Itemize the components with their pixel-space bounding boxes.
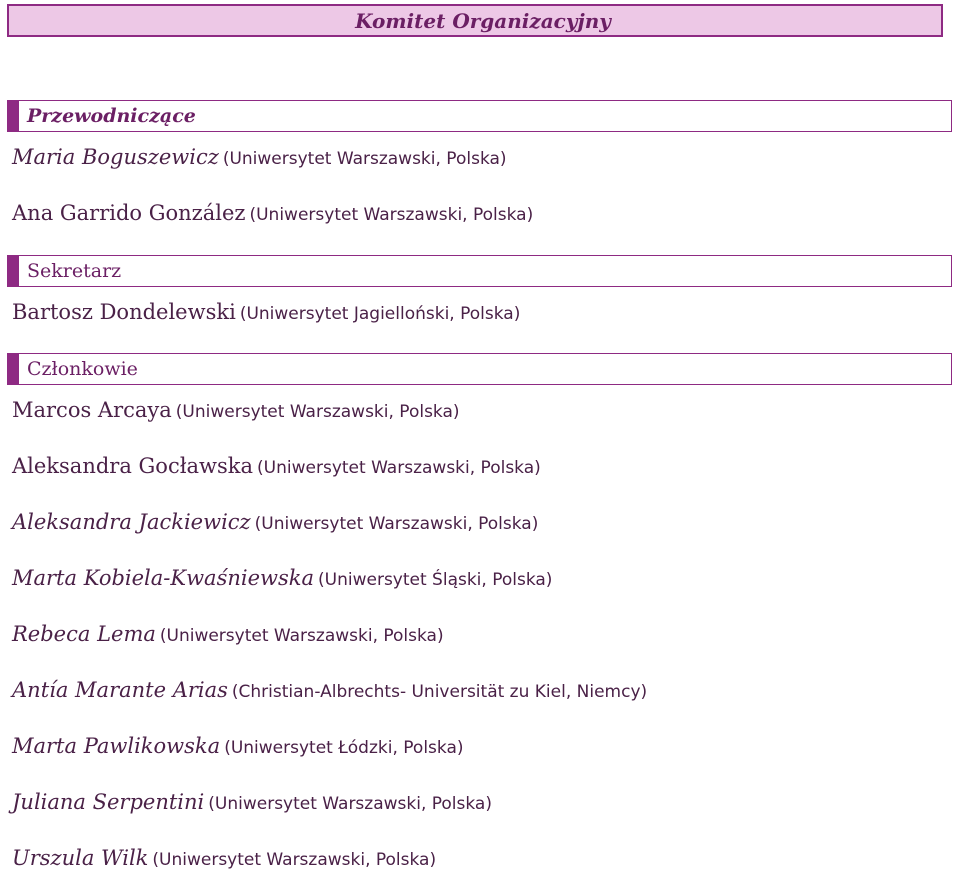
person-affiliation: (Uniwersytet Warszawski, Polska) <box>159 626 444 646</box>
list-item <box>12 400 460 421</box>
person-name: Antía Marante Arias <box>12 678 228 702</box>
person-affiliation: (Uniwersytet Śląski, Polska) <box>318 570 553 590</box>
person-name: Rebeca Lema <box>12 622 156 646</box>
list-item <box>12 624 444 645</box>
list-item <box>12 147 507 168</box>
list-item <box>12 568 552 589</box>
list-item <box>12 848 436 869</box>
committee-title: Komitet Organizacyjny <box>355 8 611 33</box>
person-affiliation: (Uniwersytet Warszawski, Polska) <box>249 205 534 225</box>
person-name: Aleksandra Gocławska <box>12 454 254 478</box>
person-name: Bartosz Dondelewski <box>12 300 236 324</box>
person-name: Ana Garrido González <box>12 201 246 225</box>
person-name: Marta Pawlikowska <box>12 734 221 758</box>
list-item <box>12 736 464 757</box>
list-item <box>12 456 541 477</box>
section-title: Przewodniczące <box>27 105 196 127</box>
person-affiliation: (Uniwersytet Łódzki, Polska) <box>224 738 464 758</box>
committee-title-bar <box>7 4 943 37</box>
person-affiliation: (Uniwersytet Warszawski, Polska) <box>257 458 541 478</box>
list-item <box>12 512 538 533</box>
person-name: Marta Kobiela-Kwaśniewska <box>12 566 315 590</box>
person-affiliation: (Uniwersytet Jagielloński, Polska) <box>239 304 521 324</box>
list-item <box>12 203 533 224</box>
list-item <box>12 302 520 323</box>
person-name: Urszula Wilk <box>12 846 149 870</box>
section-title: Sekretarz <box>27 260 122 282</box>
section-header-members <box>7 353 952 385</box>
person-affiliation: (Christian-Albrechts- Universität zu Kiel, Niemcy) <box>231 682 648 702</box>
person-affiliation: (Uniwersytet Warszawski, Polska) <box>208 794 492 814</box>
list-item <box>12 792 492 813</box>
section-header-chairs <box>7 100 952 132</box>
person-affiliation: (Uniwersytet Warszawski, Polska) <box>222 149 507 169</box>
person-name: Juliana Serpentini <box>12 790 205 814</box>
list-item <box>12 680 647 701</box>
person-name: Aleksandra Jackiewicz <box>12 510 251 534</box>
section-header-secretary <box>7 255 952 287</box>
person-affiliation: (Uniwersytet Warszawski, Polska) <box>152 850 437 870</box>
person-affiliation: (Uniwersytet Warszawski, Polska) <box>254 514 539 534</box>
person-affiliation: (Uniwersytet Warszawski, Polska) <box>175 402 460 422</box>
section-title: Członkowie <box>27 358 138 380</box>
person-name: Maria Boguszewicz <box>12 145 219 169</box>
person-name: Marcos Arcaya <box>12 398 172 422</box>
